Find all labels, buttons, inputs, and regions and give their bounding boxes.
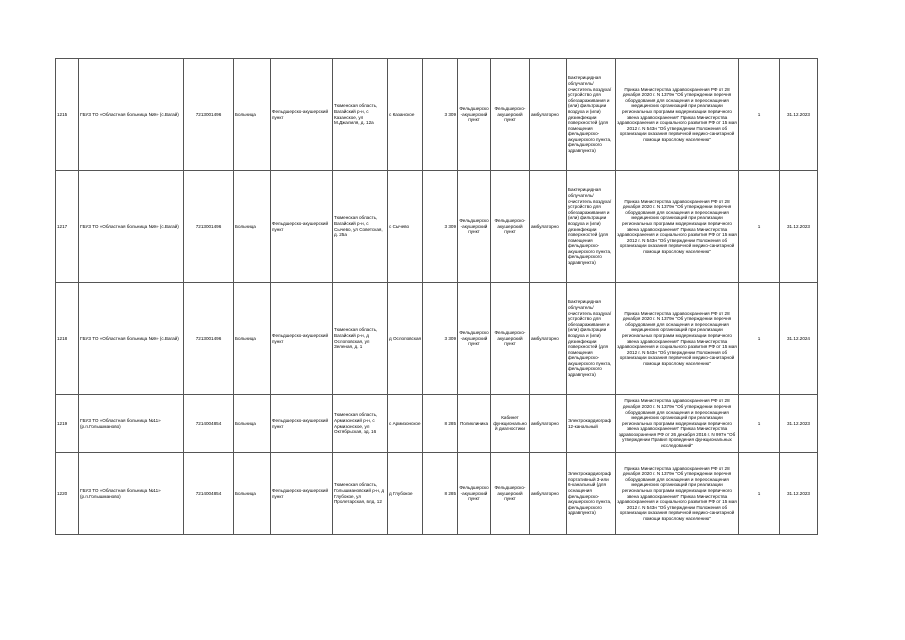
- deadline-date-cell: 31.12.2023: [780, 453, 818, 535]
- equipment-cell: Электрокардиограф портативный 3-или 6-канальный (для оснащения фельдшерско-акушерского пункта, фельдшерского здравпункта): [567, 453, 616, 535]
- unit-type-cell: Фельдшерско-акушерский пункт: [271, 283, 333, 395]
- care-form-cell: амбулаторно: [530, 453, 567, 535]
- table-row: [56, 283, 818, 395]
- quantity-cell: 1: [739, 59, 780, 171]
- row-number-cell: 1220: [56, 453, 79, 535]
- organization-cell: ГБУЗ ТО «Областная больница №9» (с.Вагай): [79, 283, 184, 395]
- table-row: [56, 453, 818, 535]
- facility-kind-cell: Больница: [234, 395, 271, 453]
- subdivision-cell: Фельдшерско-акушерский пункт: [491, 59, 530, 171]
- department-cell: Поликлиника: [458, 395, 491, 453]
- equipment-cell: Бактерицидная облучатель/очиститель воздуха/устройство для обеззараживания и (или) фильтрации воздуха и (или) дезинфекции поверхностей (для помещения фельдшерско-акушерского пункта, фельдшерского здравпункта): [567, 59, 616, 171]
- quantity-cell: 1: [739, 395, 780, 453]
- legal-basis-cell: Приказ Министерства здравоохранения РФ от 28 декабря 2020 г. N 1379н "Об утверждении перечня оборудования для оснащения и переоснащения медицинских организаций при реализации региональных программ модернизации первичного звена здравоохранения" Приказ Министерства здравоохранения и социального развития РФ от 15 мая 2012 г. N 543н "Об утверждении Положения об организации оказания первичной медико-санитарной помощи взрослому населению": [616, 283, 739, 395]
- legal-basis-cell: Приказ Министерства здравоохранения РФ от 28 декабря 2020 г. N 1379н "Об утверждении перечня оборудования для оснащения и переоснащения медицинских организаций при реализации региональных программ модернизации первичного звена здравоохранения" Приказ Министерства здравоохранения и социального развития РФ от 15 мая 2012 г. N 543н "Об утверждении Положения об организации оказания первичной медико-санитарной помощи взрослому населению": [616, 59, 739, 171]
- legal-basis-cell: Приказ Министерства здравоохранения РФ от 28 декабря 2020 г. N 1379н "Об утверждении перечня оборудования для оснащения и переоснащения медицинских организаций при реализации региональных программ модернизации первичного звена здравоохранения" Приказ Министерства здравоохранения РФ от 26 декабря 2016 г. N 997н "Об утверждении Правил проведения функциональных исследований": [616, 395, 739, 453]
- settlement-cell: с Сычево: [388, 171, 423, 283]
- unit-type-cell: Фельдшерско-акушерский пункт: [271, 59, 333, 171]
- legal-basis-cell: Приказ Министерства здравоохранения РФ от 28 декабря 2020 г. N 1379н "Об утверждении перечня оборудования для оснащения и переоснащения медицинских организаций при реализации региональных программ модернизации первичного звена здравоохранения" Приказ Министерства здравоохранения и социального развития РФ от 15 мая 2012 г. N 543н "Об утверждении Положения об организации оказания первичной медико-санитарной помощи взрослому населению": [616, 453, 739, 535]
- row-number-cell: 1217: [56, 171, 79, 283]
- subdivision-cell: Кабинет функциональной диагностики: [491, 395, 530, 453]
- legal-basis-cell: Приказ Министерства здравоохранения РФ от 28 декабря 2020 г. N 1379н "Об утверждении перечня оборудования для оснащения и переоснащения медицинских организаций при реализации региональных программ модернизации первичного звена здравоохранения" Приказ Министерства здравоохранения и социального развития РФ от 15 мая 2012 г. N 543н "Об утверждении Положения об организации оказания первичной медико-санитарной помощи взрослому населению": [616, 171, 739, 283]
- organization-cell: ГБУЗ ТО «Областная больница №9» (с.Вагай): [79, 59, 184, 171]
- row-number-cell: 1218: [56, 283, 79, 395]
- inn-cell: 7213001496: [184, 283, 234, 395]
- care-form-cell: амбулаторно: [530, 59, 567, 171]
- equipment-table: [55, 58, 818, 535]
- care-form-cell: амбулаторно: [530, 283, 567, 395]
- department-cell: Фельдшерско-акушерский пункт: [458, 283, 491, 395]
- subdivision-cell: Фельдшерско-акушерский пункт: [491, 283, 530, 395]
- settlement-cell: д Ослоповская: [388, 283, 423, 395]
- population-cell: 8 285: [423, 453, 458, 535]
- inn-cell: 7214004854: [184, 453, 234, 535]
- table-row: [56, 171, 818, 283]
- address-cell: Тюменская область, Армизонский р-н, с Армизонское, ул Октябрьская, зд. 16: [333, 395, 388, 453]
- unit-type-cell: Фельдшерско-акушерский пункт: [271, 171, 333, 283]
- subdivision-cell: Фельдшерско-акушерский пункт: [491, 171, 530, 283]
- equipment-cell: Бактерицидная облучатель/очиститель воздуха/устройство для обеззараживания и (или) фильтрации воздуха и (или) дезинфекции поверхностей (для помещения фельдшерско-акушерского пункта, фельдшерского здравпункта): [567, 171, 616, 283]
- facility-kind-cell: Больница: [234, 171, 271, 283]
- unit-type-cell: Фельдшерско-акушерский пункт: [271, 395, 333, 453]
- deadline-date-cell: 31.12.2023: [780, 171, 818, 283]
- table-row: [56, 395, 818, 453]
- population-cell: 3 309: [423, 59, 458, 171]
- organization-cell: ГБУЗ ТО «Областная больница №11» (р.п.Голышманово): [79, 453, 184, 535]
- address-cell: Тюменская область, Вагайский р-н, д Ослоповская, ул Зеленая, д. 1: [333, 283, 388, 395]
- inn-cell: 7214004854: [184, 395, 234, 453]
- department-cell: Фельдшерско-акушерский пункт: [458, 171, 491, 283]
- population-cell: 3 309: [423, 171, 458, 283]
- population-cell: 8 285: [423, 395, 458, 453]
- unit-type-cell: Фельдшерско-акушерский пункт: [271, 453, 333, 535]
- quantity-cell: 1: [739, 283, 780, 395]
- deadline-date-cell: 31.12.2023: [780, 395, 818, 453]
- inn-cell: 7213001496: [184, 59, 234, 171]
- quantity-cell: 1: [739, 171, 780, 283]
- row-number-cell: 1219: [56, 395, 79, 453]
- deadline-date-cell: 31.12.2023: [780, 59, 818, 171]
- deadline-date-cell: 31.12.2024: [780, 283, 818, 395]
- inn-cell: 7213001496: [184, 171, 234, 283]
- care-form-cell: амбулаторно: [530, 171, 567, 283]
- settlement-cell: с Казанское: [388, 59, 423, 171]
- quantity-cell: 1: [739, 453, 780, 535]
- department-cell: Фельдшерско-акушерский пункт: [458, 453, 491, 535]
- address-cell: Тюменская область, Вагайский р-н, с Сычево, ул Советская, д. 25а: [333, 171, 388, 283]
- subdivision-cell: Фельдшерско-акушерский пункт: [491, 453, 530, 535]
- organization-cell: ГБУЗ ТО «Областная больница №9» (с.Вагай): [79, 171, 184, 283]
- row-number-cell: 1215: [56, 59, 79, 171]
- settlement-cell: с Армизонское: [388, 395, 423, 453]
- facility-kind-cell: Больница: [234, 453, 271, 535]
- equipment-cell: Бактерицидная облучатель/очиститель воздуха/устройство для обеззараживания и (или) фильтрации воздуха и (или) дезинфекции поверхностей (для помещения фельдшерско-акушерского пункта, фельдшерского здравпункта): [567, 283, 616, 395]
- address-cell: Тюменская область, Голышмановский р-н, д Глубокое, ул Пролетарская, влд. 12: [333, 453, 388, 535]
- care-form-cell: амбулаторно: [530, 395, 567, 453]
- settlement-cell: д Глубокое: [388, 453, 423, 535]
- table-row: [56, 59, 818, 171]
- facility-kind-cell: Больница: [234, 283, 271, 395]
- facility-kind-cell: Больница: [234, 59, 271, 171]
- organization-cell: ГБУЗ ТО «Областная больница №11» (р.п.Голышманово): [79, 395, 184, 453]
- address-cell: Тюменская область, Вагайский р-н, с Казанское, ул М.Джалиля, д. 12а: [333, 59, 388, 171]
- department-cell: Фельдшерско-акушерский пункт: [458, 59, 491, 171]
- equipment-cell: Электрокардиограф 12-канальный: [567, 395, 616, 453]
- population-cell: 3 309: [423, 283, 458, 395]
